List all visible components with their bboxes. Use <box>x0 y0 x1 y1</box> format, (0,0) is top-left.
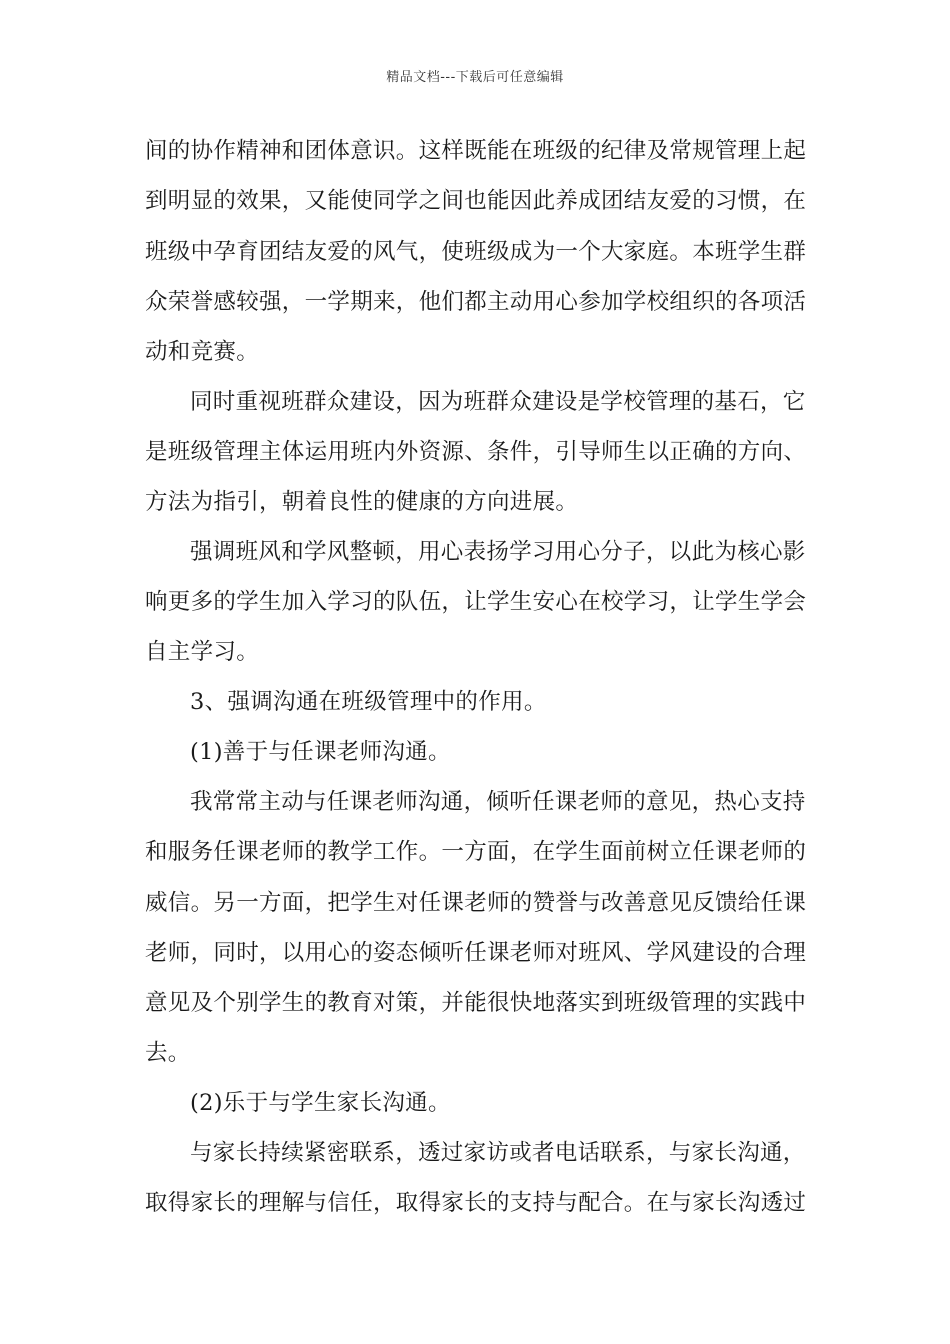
body-line: 众荣誉感较强，一学期来，他们都主动用心参加学校组织的各项活 <box>145 289 807 315</box>
body-line: 与家长持续紧密联系，透过家访或者电话联系，与家长沟通， <box>190 1140 806 1166</box>
body-line: 去。 <box>145 1040 191 1066</box>
body-line: 响更多的学生加入学习的队伍，让学生安心在校学习，让学生学会 <box>145 589 807 615</box>
page-header: 精品文档---下载后可任意编辑 <box>386 70 564 85</box>
subsection-heading: (2)乐于与学生家长沟通。 <box>190 1090 451 1116</box>
body-line: 强调班风和学风整顿，用心表扬学习用心分子，以此为核心影 <box>190 539 806 565</box>
body-line: 取得家长的理解与信任，取得家长的支持与配合。在与家长沟透过 <box>145 1190 807 1216</box>
subsection-heading: (1)善于与任课老师沟通。 <box>190 739 451 765</box>
body-line: 是班级管理主体运用班内外资源、条件，引导师生以正确的方向、 <box>145 439 807 465</box>
body-line: 威信。另一方面，把学生对任课老师的赞誉与改善意见反馈给任课 <box>145 890 807 916</box>
body-line: 和服务任课老师的教学工作。一方面，在学生面前树立任课老师的 <box>145 839 807 865</box>
body-line: 自主学习。 <box>145 639 260 665</box>
body-line: 方法为指引，朝着良性的健康的方向进展。 <box>145 489 579 515</box>
body-line: 同时重视班群众建设，因为班群众建设是学校管理的基石，它 <box>190 389 806 415</box>
section-heading: 3、强调沟通在班级管理中的作用。 <box>190 689 547 715</box>
body-line: 到明显的效果，又能使同学之间也能因此养成团结友爱的习惯，在 <box>145 188 807 214</box>
body-line: 老师，同时，以用心的姿态倾听任课老师对班风、学风建设的合理 <box>145 940 807 966</box>
body-line: 班级中孕育团结友爱的风气，使班级成为一个大家庭。本班学生群 <box>145 239 807 265</box>
body-line: 间的协作精神和团体意识。这样既能在班级的纪律及常规管理上起 <box>145 138 807 164</box>
body-line: 我常常主动与任课老师沟通，倾听任课老师的意见，热心支持 <box>190 789 806 815</box>
body-line: 动和竞赛。 <box>145 339 260 365</box>
body-line: 意见及个别学生的教育对策，并能很快地落实到班级管理的实践中 <box>145 990 807 1016</box>
